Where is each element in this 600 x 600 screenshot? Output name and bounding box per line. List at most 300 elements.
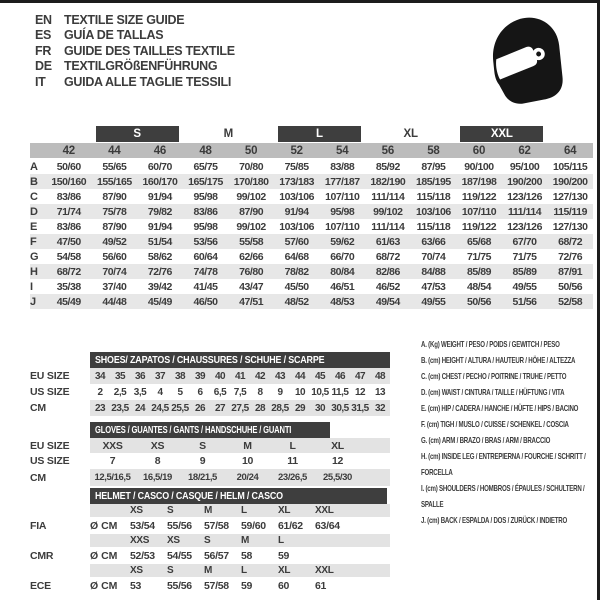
shoe-us-cell: 9 xyxy=(277,386,283,398)
shoe-cm-cell: 25,5 xyxy=(171,402,189,414)
measurement-cell: 44/48 xyxy=(102,295,127,308)
measurement-row-label: A xyxy=(30,160,38,173)
shoe-cm-cell: 28 xyxy=(254,402,266,414)
measurement-row xyxy=(30,234,593,249)
measurement-cell: 54/58 xyxy=(56,250,81,263)
shoe-us-cell: 10,5 xyxy=(311,386,329,398)
shoe-us-cell: 13 xyxy=(374,386,386,398)
shoe-eu-cell: 41 xyxy=(234,370,246,382)
measurement-cell: 60/64 xyxy=(193,250,218,263)
size-group-row xyxy=(46,126,593,142)
measurement-cell: 51/54 xyxy=(147,235,172,248)
legend-item: F. (cm) TIGH / MUSLO / CUISSE / SCHENKEL / COSCIA xyxy=(421,419,569,429)
measurement-cell: 45/49 xyxy=(147,295,172,308)
measurement-cell: 45/49 xyxy=(56,295,81,308)
measurement-cell: 127/130 xyxy=(552,220,588,233)
helmet-value-cell: 55/56 xyxy=(167,579,192,592)
legend-item: D. (cm) WAIST / CINTURA / TAILLE / HÜFTUNG / VITA xyxy=(421,387,565,397)
frame-top-border xyxy=(0,0,600,3)
size-group-xl: XL xyxy=(403,128,418,140)
helmet-size-cell: L xyxy=(278,535,284,546)
measurement-cell: 107/110 xyxy=(461,205,497,218)
measurement-cell: 47/51 xyxy=(239,295,264,308)
language-row-en xyxy=(35,12,235,28)
helmet-standard-label: CMR xyxy=(30,549,54,562)
measurement-cell: 58/62 xyxy=(147,250,172,263)
language-code: FR xyxy=(35,43,52,58)
measurement-cell: 46/51 xyxy=(330,280,355,293)
measurement-cell: 190/200 xyxy=(552,175,588,188)
guide-title-es: GUÍA DE TALLAS xyxy=(64,28,164,43)
language-code: ES xyxy=(35,28,52,43)
measurement-cell: 65/75 xyxy=(193,160,218,173)
measurement-row xyxy=(30,294,593,309)
glove-cm-cell: 16,5/19 xyxy=(143,472,172,483)
shoe-us-cell: 5 xyxy=(177,386,183,398)
glove-size-cell: XXS xyxy=(102,439,123,452)
shoe-eu-cell: 40 xyxy=(214,370,226,382)
language-row-de xyxy=(35,59,235,75)
measurement-cell: 47/53 xyxy=(421,280,446,293)
measurement-cell: 103/106 xyxy=(416,205,451,218)
measurement-cell: 49/55 xyxy=(421,295,446,308)
measurement-cell: 111/114 xyxy=(371,220,405,233)
helmet-size-cell: XXS xyxy=(130,535,150,546)
helmet-size-cell: M xyxy=(204,565,213,576)
lower-tables xyxy=(30,352,396,594)
measurement-cell: 177/187 xyxy=(324,175,360,188)
helmet-size-cell: XS xyxy=(130,505,143,516)
measurement-cell: 170/180 xyxy=(233,175,269,188)
measurement-row-label: D xyxy=(30,205,38,218)
shoes-eu-row xyxy=(30,368,396,384)
shoes-eu-label: EU SIZE xyxy=(30,370,70,382)
gloves-title: GLOVES / GUANTES / GANTS / HANDSCHUHE / GUANTI xyxy=(95,424,292,436)
helmet-sizes-row xyxy=(30,504,396,517)
shoe-cm-cell: 23,5 xyxy=(111,402,129,414)
shoe-us-cell: 8 xyxy=(257,386,263,398)
shoes-us-label: US SIZE xyxy=(30,386,70,398)
measurement-cell: 48/53 xyxy=(330,295,355,308)
diameter-cm-unit: Ø CM xyxy=(90,579,118,592)
measurement-cell: 80/84 xyxy=(330,265,355,278)
measurement-cell: 115/118 xyxy=(416,190,451,203)
diameter-cm-unit: Ø CM xyxy=(90,549,118,562)
gloves-cm-label: CM xyxy=(30,471,46,484)
measurement-cell: 49/52 xyxy=(102,235,127,248)
measurement-cell: 105/115 xyxy=(553,160,588,173)
measurement-cell: 83/86 xyxy=(193,205,218,218)
measurement-cell: 87/95 xyxy=(421,160,446,173)
measurement-cell: 165/175 xyxy=(188,175,223,188)
shoe-eu-cell: 47 xyxy=(354,370,366,382)
glove-us-cell: 8 xyxy=(154,455,161,467)
shoe-us-cell: 4 xyxy=(157,386,163,398)
helmet-size-cell: XXL xyxy=(315,505,334,516)
shoes-title: SHOES/ ZAPATOS / CHAUSSURES / SCHUHE / SCARPE xyxy=(95,354,325,366)
size-column-header: 48 xyxy=(199,144,212,157)
legend-item: J. (cm) BACK / ESPALDA / DOS / ZURÜCK / INDIETRO xyxy=(421,515,568,525)
measurement-cell: 65/68 xyxy=(466,235,491,248)
shoe-cm-cell: 28,5 xyxy=(271,402,289,414)
helmet-size-cell: M xyxy=(204,505,213,516)
measurement-cell: 50/56 xyxy=(558,280,583,293)
helmet-size-cell: S xyxy=(204,535,211,546)
helmet-size-cell: L xyxy=(241,565,247,576)
shoes-us-row xyxy=(30,384,396,400)
measurement-cell: 35/38 xyxy=(56,280,81,293)
shoe-us-cell: 6 xyxy=(197,386,203,398)
shoe-cm-cell: 31,5 xyxy=(351,402,369,414)
measurement-cell: 51/56 xyxy=(512,295,537,308)
measurement-cell: 41/45 xyxy=(193,280,218,293)
shoe-us-cell: 7,5 xyxy=(233,386,247,398)
shoes-cm-label: CM xyxy=(30,402,46,414)
measurement-cell: 103/106 xyxy=(279,190,315,203)
shoe-us-cell: 6,5 xyxy=(213,386,227,398)
shoe-eu-cell: 48 xyxy=(374,370,386,382)
measurement-legend xyxy=(421,336,597,528)
measurement-cell: 72/76 xyxy=(558,250,583,263)
helmet-value-cell: 54/55 xyxy=(167,549,192,562)
measurement-cell: 187/198 xyxy=(461,175,497,188)
measurement-cell: 50/56 xyxy=(466,295,491,308)
measurement-cell: 66/70 xyxy=(330,250,355,263)
measurement-row-label: C xyxy=(30,190,38,203)
measurement-cell: 68/72 xyxy=(375,250,400,263)
helmet-size-cell: S xyxy=(167,565,174,576)
guide-title-it: GUIDA ALLE TAGLIE TESSILI xyxy=(64,74,232,89)
helmet-value-cell: 59 xyxy=(241,579,253,592)
helmet-standard-label: FIA xyxy=(30,519,47,532)
measurement-row xyxy=(30,249,593,264)
glove-cm-cell: 25,5/30 xyxy=(323,472,352,483)
shoe-eu-cell: 44 xyxy=(294,370,306,382)
legend-item: E. (cm) HIP / CADERA / HANCHE / HÜFTE / HIPS / BACINO xyxy=(421,403,579,413)
size-column-header: 54 xyxy=(336,144,349,157)
shoe-us-cell: 3,5 xyxy=(133,386,147,398)
measurement-cell: 190/200 xyxy=(507,175,542,188)
size-group-l: L xyxy=(274,126,365,142)
measurement-row xyxy=(30,159,593,174)
gloves-eu-label: EU SIZE xyxy=(30,439,70,452)
shoes-table xyxy=(30,352,396,416)
glove-us-cell: 11 xyxy=(287,455,298,467)
measurement-cell: 182/190 xyxy=(370,175,406,188)
measurement-cell: 71/75 xyxy=(512,250,537,263)
measurement-cell: 87/90 xyxy=(102,220,127,233)
size-column-header: 58 xyxy=(427,144,440,157)
shoe-eu-cell: 36 xyxy=(134,370,146,382)
guide-title-de: TEXTILGRÖßENFÜHRUNG xyxy=(64,59,218,74)
size-column-header: 44 xyxy=(108,144,121,157)
measurement-cell: 47/50 xyxy=(56,235,81,248)
measurement-cell: 115/119 xyxy=(553,205,587,218)
size-column-header: 42 xyxy=(62,144,75,157)
size-group-spacer xyxy=(46,126,92,142)
helmet-value-cell: 59 xyxy=(278,549,290,562)
size-column-header: 60 xyxy=(472,144,486,157)
gloves-title-bar xyxy=(90,422,330,438)
shoe-cm-cell: 26 xyxy=(194,402,206,414)
measurement-cell: 68/72 xyxy=(558,235,583,248)
helmet-standard-section xyxy=(30,504,396,534)
measurement-cell: 39/42 xyxy=(147,280,172,293)
size-group-spacer xyxy=(547,126,593,142)
helmet-standard-section xyxy=(30,534,396,564)
measurement-cell: 123/126 xyxy=(507,190,542,203)
helmet-value-cell: 61 xyxy=(315,579,327,592)
measurement-cell: 99/102 xyxy=(236,190,266,203)
size-column-header: 46 xyxy=(153,144,167,157)
measurement-cell: 70/80 xyxy=(239,160,264,173)
measurement-cell: 55/58 xyxy=(239,235,264,248)
glove-size-cell: XS xyxy=(150,439,165,452)
gloves-table xyxy=(30,422,396,486)
shoe-cm-cell: 32 xyxy=(374,402,386,414)
legend-item: I. (cm) SHOULDERS / HOMBROS / ÉPAULES / SCHULTERN / SPALLE xyxy=(421,483,585,509)
measurement-cell: 91/94 xyxy=(147,220,172,233)
measurement-cell: 111/114 xyxy=(508,205,542,218)
measurement-cell: 55/65 xyxy=(102,160,127,173)
measurement-cell: 75/78 xyxy=(102,205,127,218)
measurement-cell: 72/76 xyxy=(147,265,172,278)
measurement-cell: 46/50 xyxy=(193,295,218,308)
shoes-title-bar xyxy=(90,352,390,368)
measurement-cell: 53/56 xyxy=(193,235,218,248)
helmet-value-cell: 63/64 xyxy=(315,519,340,532)
measurement-cell: 87/90 xyxy=(102,190,127,203)
measurement-cell: 83/86 xyxy=(56,220,81,233)
size-column-header: 64 xyxy=(563,144,577,157)
glove-cm-cell: 12,5/16,5 xyxy=(94,472,131,483)
measurement-cell: 119/122 xyxy=(461,190,497,203)
measurement-cell: 49/55 xyxy=(512,280,537,293)
guide-title-en: TEXTILE SIZE GUIDE xyxy=(64,12,185,27)
language-row-es xyxy=(35,28,235,44)
measurement-cell: 57/60 xyxy=(284,235,309,248)
helmet-size-cell: XXL xyxy=(315,565,334,576)
measurement-cell: 87/90 xyxy=(239,205,264,218)
shoe-us-cell: 2 xyxy=(97,386,103,398)
helmet-size-cell: XL xyxy=(278,505,291,516)
glove-cm-cell: 23/26,5 xyxy=(278,472,307,483)
measurement-cell: 155/165 xyxy=(96,175,132,188)
legend-item: C. (cm) CHEST / PECHO / POITRINE / TRUHE / PETTO xyxy=(421,371,567,381)
measurement-cell: 48/52 xyxy=(284,295,309,308)
helmet-value-cell: 60 xyxy=(278,579,290,592)
language-row-it xyxy=(35,74,235,90)
size-group-xxl: XXL xyxy=(456,126,547,142)
glove-us-cell: 9 xyxy=(199,455,206,467)
measurement-cell: 150/160 xyxy=(51,175,87,188)
measurement-cell: 60/70 xyxy=(147,160,172,173)
shoe-cm-cell: 27 xyxy=(214,402,226,414)
helmet-values-row xyxy=(30,517,396,534)
measurement-cell: 95/98 xyxy=(330,205,355,218)
measurement-row-label: J xyxy=(30,295,37,308)
measurement-cell: 62/66 xyxy=(239,250,264,263)
measurement-row-label: E xyxy=(30,220,38,233)
measurement-cell: 85/92 xyxy=(375,160,400,173)
shoe-cm-cell: 30,5 xyxy=(331,402,349,414)
measurement-cell: 107/110 xyxy=(325,220,360,233)
shoe-cm-cell: 29 xyxy=(294,402,306,414)
measurement-cell: 115/118 xyxy=(416,220,451,233)
measurement-cell: 99/102 xyxy=(236,220,266,233)
shoe-us-cell: 12 xyxy=(354,386,366,398)
helmet-size-cell: XS xyxy=(130,565,143,576)
glove-cm-cell: 20/24 xyxy=(236,472,259,483)
shoe-cm-cell: 24 xyxy=(134,402,146,414)
measurement-row xyxy=(30,279,593,294)
measurement-cell: 83/86 xyxy=(56,190,81,203)
helmet-icon xyxy=(481,10,572,112)
glove-size-cell: S xyxy=(199,439,206,452)
measurement-row-label: F xyxy=(30,235,37,248)
measurement-cell: 95/98 xyxy=(193,190,218,203)
measurement-cell: 76/80 xyxy=(239,265,264,278)
shoe-eu-cell: 35 xyxy=(114,370,126,382)
size-columns-row xyxy=(30,143,593,158)
measurement-cell: 43/47 xyxy=(239,280,264,293)
measurement-row xyxy=(30,264,593,279)
shoe-eu-cell: 46 xyxy=(334,370,346,382)
measurement-row xyxy=(30,204,593,219)
shoe-us-cell: 10 xyxy=(294,386,306,398)
measurement-cell: 64/68 xyxy=(284,250,309,263)
measurement-cell: 79/82 xyxy=(147,205,172,218)
shoe-eu-cell: 45 xyxy=(314,370,326,382)
measurement-cell: 185/195 xyxy=(416,175,451,188)
size-column-header: 62 xyxy=(518,144,531,157)
size-group-m: M xyxy=(223,128,233,140)
measurement-cell: 111/114 xyxy=(371,190,405,203)
gloves-us-label: US SIZE xyxy=(30,455,70,467)
helmet-size-cell: S xyxy=(167,505,174,516)
diameter-cm-unit: Ø CM xyxy=(90,519,118,532)
measurement-row xyxy=(30,219,593,234)
measurement-rows xyxy=(30,159,593,309)
measurement-cell: 49/54 xyxy=(375,295,400,308)
shoe-eu-cell: 37 xyxy=(154,370,166,382)
helmet-title: HELMET / CASCO / CASQUE / HELM / CASCO xyxy=(95,490,283,502)
shoe-us-cell: 11,5 xyxy=(331,386,349,398)
helmet-size-cell: XS xyxy=(167,535,180,546)
shoe-cm-cell: 24,5 xyxy=(151,402,169,414)
language-code: IT xyxy=(35,74,46,89)
measurement-cell: 50/60 xyxy=(56,160,81,173)
helmet-value-cell: 55/56 xyxy=(167,519,192,532)
helmet-values-row xyxy=(30,577,396,594)
legend-item: H. (cm) INSIDE LEG / ENTREPIERNA / FOURCHE / SCHRITT / FORCELLA xyxy=(421,451,586,477)
legend-item: B. (cm) HEIGHT / ALTURA / HAUTEUR / HÖHE / ALTEZZA xyxy=(421,355,576,365)
measurement-row-label: B xyxy=(30,175,38,188)
helmet-value-cell: 57/58 xyxy=(204,579,229,592)
helmet-size-cell: M xyxy=(241,535,250,546)
measurement-row-label: I xyxy=(30,280,34,293)
measurement-cell: 85/89 xyxy=(466,265,491,278)
helmet-size-cell: XL xyxy=(278,565,291,576)
measurement-cell: 91/94 xyxy=(147,190,172,203)
size-group-s: S xyxy=(92,126,183,142)
measurement-cell: 56/60 xyxy=(102,250,127,263)
measurement-cell: 95/98 xyxy=(193,220,218,233)
helmet-values-row xyxy=(30,547,396,564)
glove-size-cell: M xyxy=(243,439,252,452)
measurement-cell: 67/70 xyxy=(512,235,537,248)
gloves-cm-row xyxy=(30,469,396,486)
language-header xyxy=(35,12,235,90)
shoe-cm-cell: 30 xyxy=(314,402,326,414)
helmet-sizes-row xyxy=(30,534,396,547)
measurement-cell: 82/86 xyxy=(375,265,400,278)
measurement-cell: 95/100 xyxy=(509,160,540,173)
measurement-cell: 37/40 xyxy=(102,280,127,293)
measurement-cell: 68/72 xyxy=(56,265,81,278)
measurement-row xyxy=(30,189,593,204)
glove-cm-cell: 18/21,5 xyxy=(188,472,217,483)
legend-item: A. (Kg) WEIGHT / PESO / POIDS / GEWITCH / PESO xyxy=(421,339,560,349)
size-column-header: 56 xyxy=(381,144,395,157)
language-code: EN xyxy=(35,12,52,27)
measurement-cell: 63/66 xyxy=(421,235,446,248)
helmet-size-cell: L xyxy=(241,505,247,516)
measurement-cell: 71/75 xyxy=(466,250,491,263)
helmet-value-cell: 56/57 xyxy=(204,549,229,562)
measurement-cell: 59/62 xyxy=(330,235,355,248)
measurement-cell: 91/94 xyxy=(284,205,309,218)
shoe-eu-cell: 39 xyxy=(194,370,206,382)
measurement-cell: 74/78 xyxy=(193,265,218,278)
measurement-cell: 119/122 xyxy=(461,220,497,233)
glove-us-cell: 10 xyxy=(241,455,254,467)
measurement-cell: 61/63 xyxy=(375,235,400,248)
measurement-row-label: G xyxy=(30,250,39,263)
gloves-us-row xyxy=(30,453,396,469)
shoe-eu-cell: 42 xyxy=(254,370,266,382)
measurement-cell: 90/100 xyxy=(464,160,494,173)
main-size-table xyxy=(30,126,593,309)
measurement-cell: 160/170 xyxy=(142,175,178,188)
shoe-eu-cell: 38 xyxy=(174,370,186,382)
language-row-fr xyxy=(35,43,235,59)
helmet-value-cell: 57/58 xyxy=(204,519,229,532)
measurement-cell: 75/85 xyxy=(284,160,309,173)
helmet-sizes-row xyxy=(30,564,396,577)
helmet-table xyxy=(30,488,396,594)
measurement-cell: 45/50 xyxy=(284,280,309,293)
measurement-cell: 70/74 xyxy=(102,265,127,278)
shoe-cm-cell: 27,5 xyxy=(231,402,249,414)
helmet-value-cell: 61/62 xyxy=(278,519,303,532)
helmet-value-cell: 52/53 xyxy=(130,549,155,562)
shoe-cm-cell: 23 xyxy=(94,402,106,414)
measurement-cell: 48/54 xyxy=(466,280,491,293)
guide-title-fr: GUIDE DES TAILLES TEXTILE xyxy=(64,43,235,58)
glove-us-cell: 7 xyxy=(109,455,116,467)
helmet-title-bar xyxy=(90,488,387,504)
measurement-cell: 127/130 xyxy=(552,190,588,203)
helmet-value-cell: 53/54 xyxy=(130,519,155,532)
measurement-cell: 46/52 xyxy=(375,280,400,293)
glove-us-cell: 12 xyxy=(331,455,344,467)
measurement-cell: 173/183 xyxy=(279,175,315,188)
glove-size-cell: L xyxy=(289,439,296,452)
measurement-row-label: H xyxy=(30,265,38,278)
measurement-cell: 83/88 xyxy=(330,160,355,173)
shoe-eu-cell: 43 xyxy=(274,370,286,382)
